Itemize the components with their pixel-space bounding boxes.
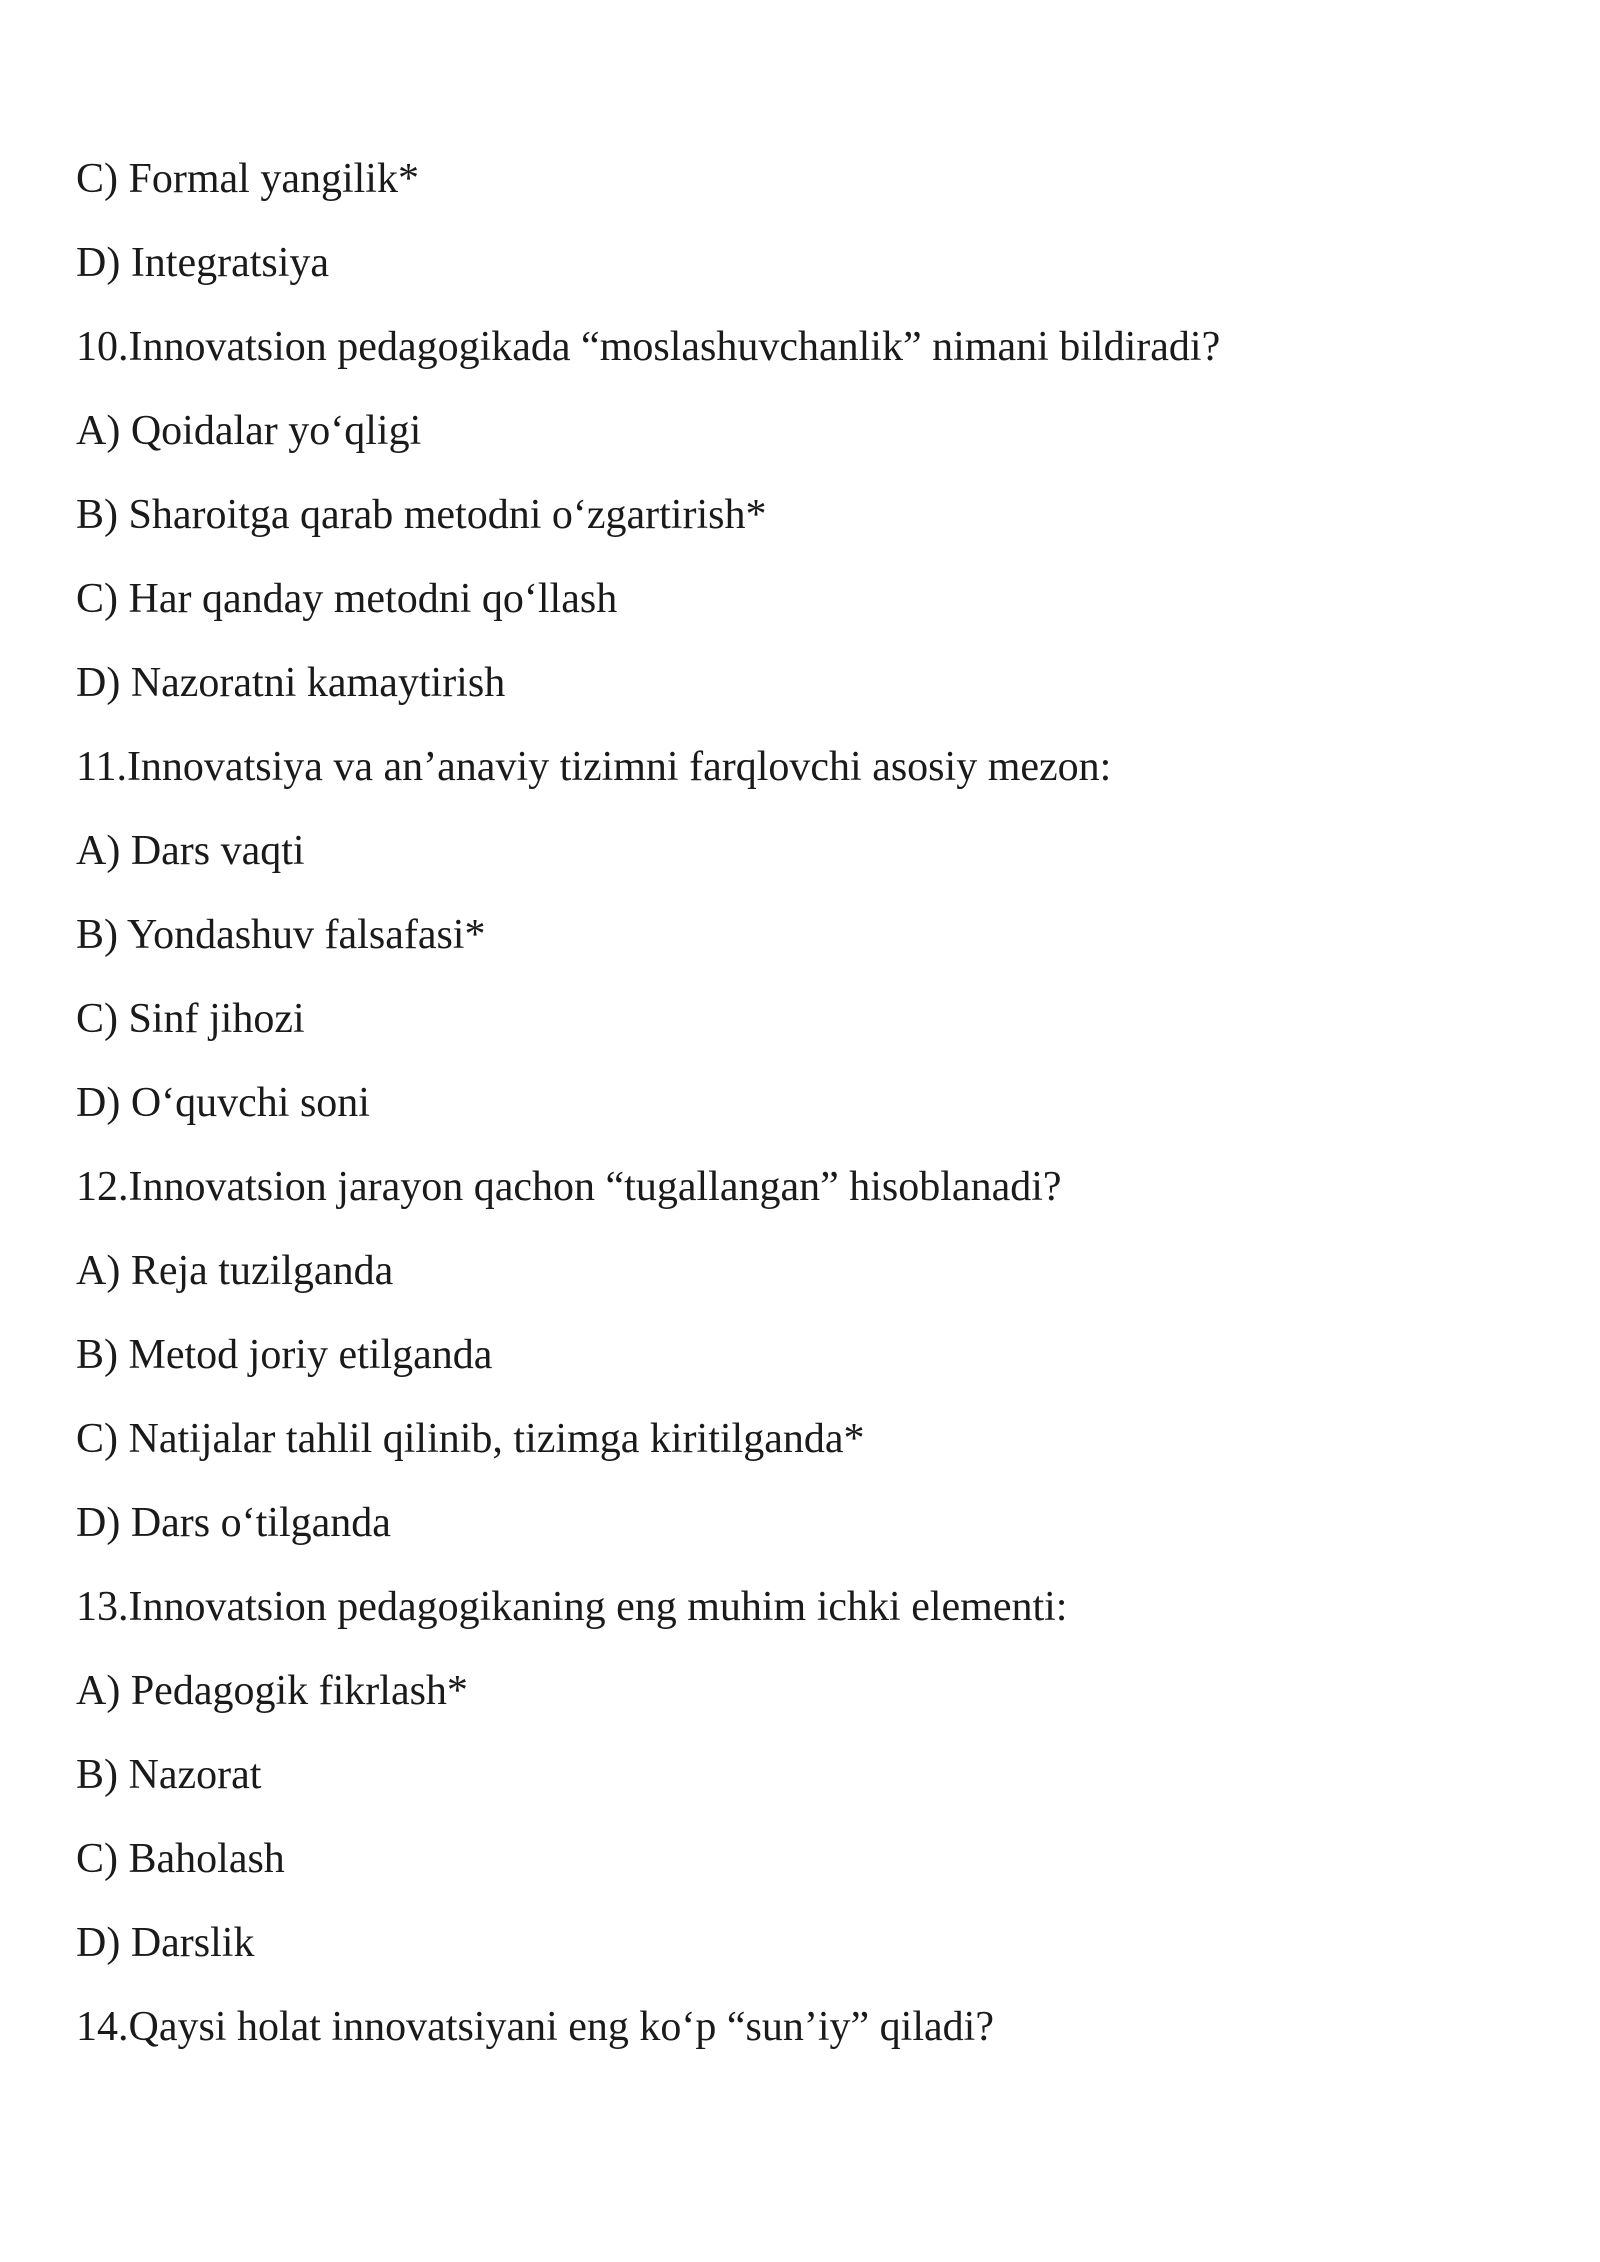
answer-option-a-q12: A) Reja tuzilganda [76,1248,394,1294]
question-list [76,150,1536,2082]
answer-option-c-q11: C) Sinf jihozi [76,996,305,1042]
answer-option-b-q13: B) Nazorat [76,1752,262,1798]
answer-option-b-q11: B) Yondashuv falsafasi* [76,912,486,958]
answer-option-a-q11: A) Dars vaqti [76,828,305,874]
answer-option-d-q10: D) Nazoratni kamaytirish [76,660,506,706]
answer-option-d-q9: D) Integratsiya [76,240,330,286]
question-13: 13.Innovatsion pedagogikaning eng muhim ichki elementi: [76,1584,1068,1630]
answer-option-c-q9: C) Formal yangilik* [76,156,419,202]
answer-option-c-q13: C) Baholash [76,1836,285,1882]
question-10: 10.Innovatsion pedagogikada “moslashuvchanlik” nimani bildiradi? [76,324,1221,370]
answer-option-c-q10: C) Har qanday metodni qo‘llash [76,576,618,622]
answer-option-d-q11: D) O‘quvchi soni [76,1080,370,1126]
answer-option-d-q13: D) Darslik [76,1920,255,1966]
answer-option-d-q12: D) Dars o‘tilganda [76,1500,391,1546]
answer-option-c-q12: C) Natijalar tahlil qilinib, tizimga kiritilganda* [76,1416,865,1462]
answer-option-b-q10: B) Sharoitga qarab metodni o‘zgartirish* [76,492,767,538]
answer-option-a-q10: A) Qoidalar yo‘qligi [76,408,422,454]
question-12: 12.Innovatsion jarayon qachon “tugallangan” hisoblanadi? [76,1164,1062,1210]
question-14: 14.Qaysi holat innovatsiyani eng ko‘p “sun’iy” qiladi? [76,2004,994,2050]
question-11: 11.Innovatsiya va an’anaviy tizimni farqlovchi asosiy mezon: [76,744,1112,790]
answer-option-a-q13: A) Pedagogik fikrlash* [76,1668,468,1714]
answer-option-b-q12: B) Metod joriy etilganda [76,1332,493,1378]
